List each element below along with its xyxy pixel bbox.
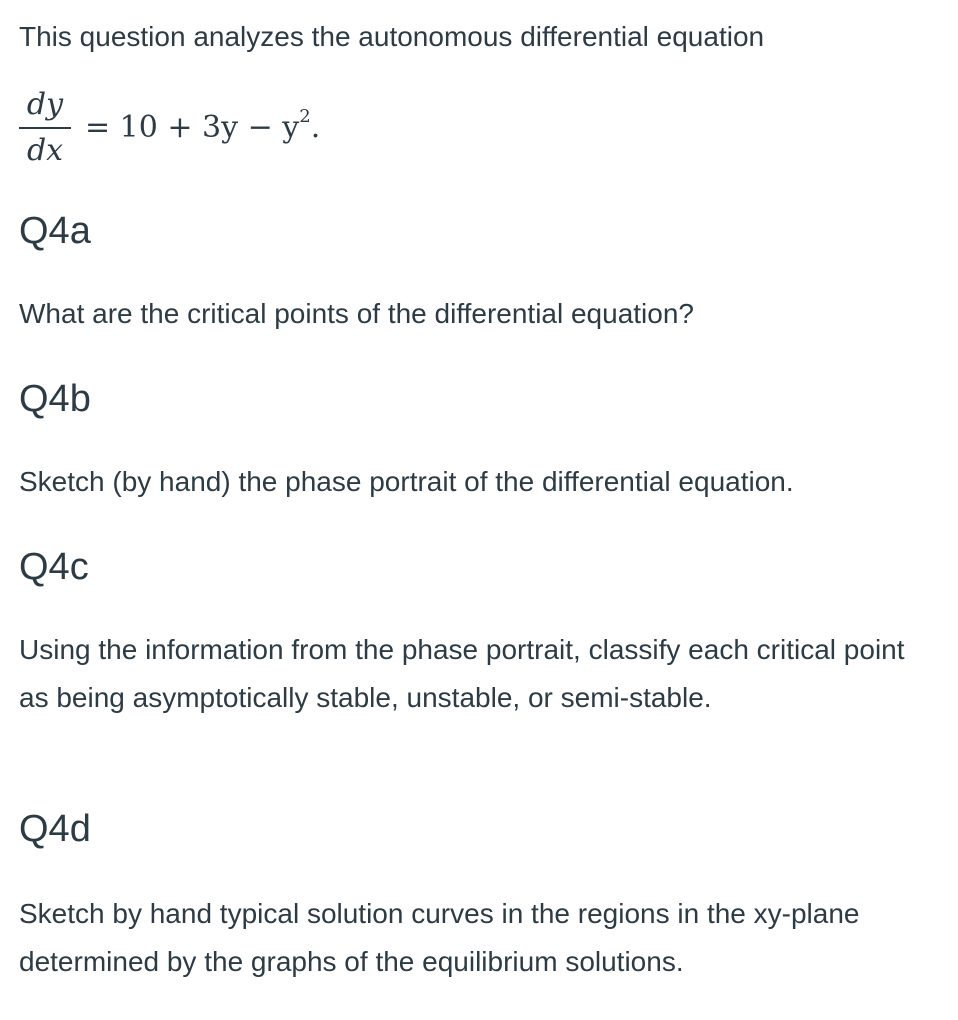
equation-period: . xyxy=(310,110,321,145)
heading-q4b: Q4b xyxy=(19,378,91,420)
heading-q4d: Q4d xyxy=(19,808,91,850)
fraction-bar xyxy=(19,127,71,129)
q4c-text: Using the information from the phase portrait, classify each critical point as being asymptotically stable, unstable, or semi-stable. xyxy=(19,634,905,713)
fraction-numerator: dy xyxy=(26,87,64,122)
equation-right-side xyxy=(85,106,321,146)
intro-text: This question analyzes the autonomous differential equation xyxy=(19,21,765,52)
heading-q4a: Q4a xyxy=(19,210,91,252)
heading-q4c: Q4c xyxy=(19,546,89,588)
q4b-text: Sketch (by hand) the phase portrait of the differential equation. xyxy=(19,466,794,497)
fraction-denominator: dx xyxy=(26,133,64,168)
q4a-text: What are the critical points of the differential equation? xyxy=(19,298,694,329)
equation-exponent: 2 xyxy=(299,106,311,127)
q4d-text: Sketch by hand typical solution curves in the regions in the xy-plane determined by the graphs of the equilibrium solutions. xyxy=(19,898,860,977)
equation-rhs-main: = 10 + 3y − y xyxy=(85,110,300,145)
